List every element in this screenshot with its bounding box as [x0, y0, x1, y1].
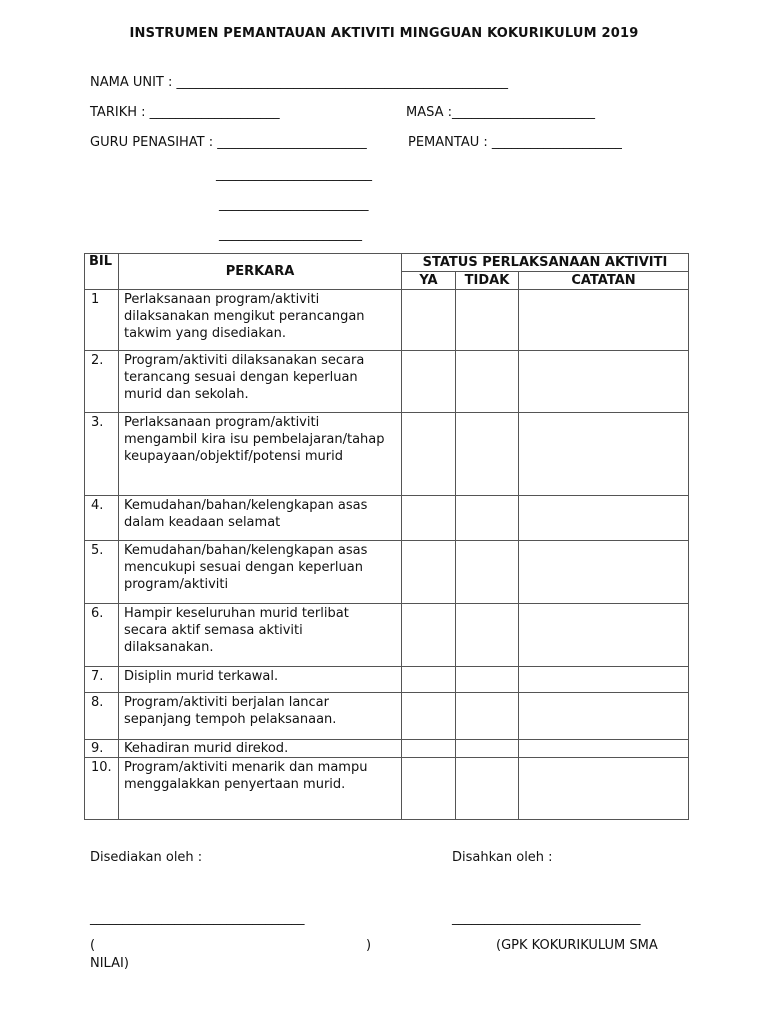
header-bil: BIL	[85, 254, 119, 290]
nama-unit-field[interactable]: NAMA UNIT : ___________________________________________________	[90, 75, 509, 90]
row-perkara: Program/aktiviti menarik dan mampu menggalakkan penyertaan murid.	[119, 758, 402, 820]
masa-field[interactable]: MASA :______________________	[406, 105, 596, 120]
table-row	[85, 604, 689, 667]
table-row	[85, 667, 689, 693]
ya-cell[interactable]	[402, 496, 456, 541]
header-status: STATUS PERLAKSANAAN AKTIVITI	[402, 254, 689, 272]
preparer-name-close-paren: )	[366, 938, 372, 953]
catatan-cell[interactable]	[519, 496, 689, 541]
guru-penasihat-field[interactable]: GURU PENASIHAT : _______________________	[90, 135, 367, 150]
row-perkara: Kehadiran murid direkod.	[119, 740, 402, 758]
row-perkara: Hampir keseluruhan murid terlibat secara aktif semasa aktiviti dilaksanakan.	[119, 604, 402, 667]
tidak-cell[interactable]	[456, 496, 519, 541]
gpk-title: (GPK KOKURIKULUM SMA	[496, 938, 658, 953]
catatan-cell[interactable]	[519, 413, 689, 496]
row-perkara: Disiplin murid terkawal.	[119, 667, 402, 693]
row-number: 10.	[85, 758, 119, 820]
pemantau-field[interactable]: PEMANTAU : ____________________	[408, 135, 622, 150]
approver-signature-line[interactable]: _____________________________	[452, 911, 641, 926]
page-title: INSTRUMEN PEMANTAUAN AKTIVITI MINGGUAN KOKURIKULUM 2019	[129, 26, 639, 41]
header-tidak: TIDAK	[456, 272, 519, 290]
row-number: 1	[85, 290, 119, 351]
header-catatan: CATATAN	[519, 272, 689, 290]
table-row	[85, 496, 689, 541]
preparer-signature-line[interactable]: _________________________________	[90, 911, 305, 926]
row-perkara: Kemudahan/bahan/kelengkapan asas dalam keadaan selamat	[119, 496, 402, 541]
catatan-cell[interactable]	[519, 740, 689, 758]
catatan-cell[interactable]	[519, 667, 689, 693]
ya-cell[interactable]	[402, 541, 456, 604]
tidak-cell[interactable]	[456, 758, 519, 820]
tidak-cell[interactable]	[456, 693, 519, 740]
ya-cell[interactable]	[402, 604, 456, 667]
ya-cell[interactable]	[402, 351, 456, 413]
guru-penasihat-line-4[interactable]: ______________________	[219, 227, 362, 242]
guru-penasihat-line-2[interactable]: ________________________	[216, 167, 372, 182]
row-perkara: Program/aktiviti berjalan lancar sepanjang tempoh pelaksanaan.	[119, 693, 402, 740]
table-row	[85, 413, 689, 496]
row-number: 5.	[85, 541, 119, 604]
tarikh-field[interactable]: TARIKH : ____________________	[90, 105, 280, 120]
table-row	[85, 740, 689, 758]
catatan-cell[interactable]	[519, 693, 689, 740]
tidak-cell[interactable]	[456, 667, 519, 693]
row-perkara: Perlaksanaan program/aktiviti mengambil kira isu pembelajaran/tahap keupayaan/objektif/potensi murid	[119, 413, 402, 496]
row-number: 6.	[85, 604, 119, 667]
tidak-cell[interactable]	[456, 351, 519, 413]
header-ya: YA	[402, 272, 456, 290]
disahkan-label: Disahkan oleh :	[452, 850, 553, 865]
catatan-cell[interactable]	[519, 758, 689, 820]
catatan-cell[interactable]	[519, 541, 689, 604]
ya-cell[interactable]	[402, 667, 456, 693]
table-row	[85, 541, 689, 604]
guru-penasihat-line-3[interactable]: _______________________	[219, 197, 369, 212]
ya-cell[interactable]	[402, 758, 456, 820]
gpk-title-continued: NILAI)	[90, 956, 129, 971]
tidak-cell[interactable]	[456, 740, 519, 758]
row-number: 8.	[85, 693, 119, 740]
catatan-cell[interactable]	[519, 290, 689, 351]
row-number: 3.	[85, 413, 119, 496]
row-number: 4.	[85, 496, 119, 541]
disediakan-label: Disediakan oleh :	[90, 850, 203, 865]
ya-cell[interactable]	[402, 413, 456, 496]
preparer-name-open-paren: (	[90, 938, 96, 953]
catatan-cell[interactable]	[519, 604, 689, 667]
tidak-cell[interactable]	[456, 604, 519, 667]
row-number: 9.	[85, 740, 119, 758]
ya-cell[interactable]	[402, 740, 456, 758]
table-row	[85, 693, 689, 740]
table-row	[85, 758, 689, 820]
row-number: 7.	[85, 667, 119, 693]
catatan-cell[interactable]	[519, 351, 689, 413]
row-number: 2.	[85, 351, 119, 413]
header-perkara: PERKARA	[119, 254, 402, 290]
tidak-cell[interactable]	[456, 290, 519, 351]
monitoring-table	[84, 253, 689, 820]
table-row	[85, 290, 689, 351]
row-perkara: Perlaksanaan program/aktiviti dilaksanakan mengikut perancangan takwim yang disediakan.	[119, 290, 402, 351]
ya-cell[interactable]	[402, 693, 456, 740]
row-perkara: Kemudahan/bahan/kelengkapan asas mencukupi sesuai dengan keperluan program/aktiviti	[119, 541, 402, 604]
row-perkara: Program/aktiviti dilaksanakan secara terancang sesuai dengan keperluan murid dan sekolah.	[119, 351, 402, 413]
tidak-cell[interactable]	[456, 413, 519, 496]
ya-cell[interactable]	[402, 290, 456, 351]
tidak-cell[interactable]	[456, 541, 519, 604]
table-row	[85, 351, 689, 413]
